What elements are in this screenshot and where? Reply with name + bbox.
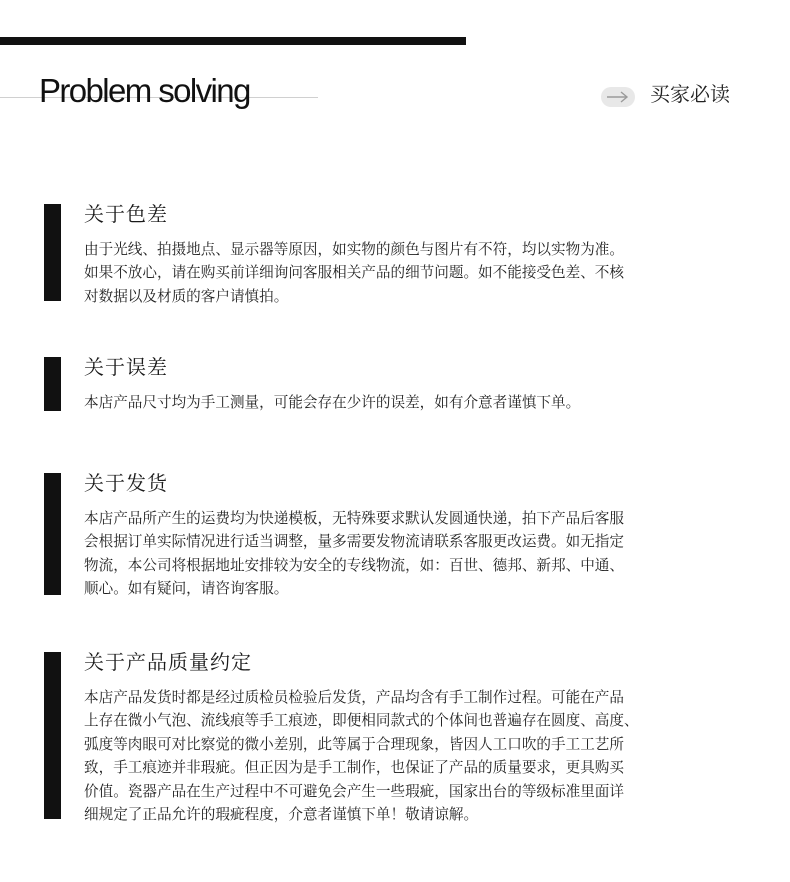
- body-line: 本店产品所产生的运费均为快递模板，无特殊要求默认发圆通快递，拍下产品后客服: [84, 510, 624, 527]
- section-title: 关于色差: [84, 202, 168, 226]
- body-line: 由于光线、拍摄地点、显示器等原因，如实物的颜色与图片有不符，均以实物为准。: [84, 241, 624, 258]
- section-bar: [44, 473, 61, 595]
- section-color-difference: [44, 204, 764, 304]
- section-title: 关于误差: [84, 355, 168, 379]
- top-decorative-bar: [0, 37, 466, 45]
- section-body: [84, 238, 754, 308]
- notice-arrow-pill: [601, 87, 635, 107]
- body-line: 顺心。如有疑问，请咨询客服。: [84, 580, 289, 598]
- body-line: 会根据订单实际情况进行适当调整，量多需要发物流请联系客服更改运费。如无指定: [84, 533, 624, 551]
- section-title: 关于发货: [84, 471, 168, 495]
- section-body: [84, 391, 754, 414]
- body-line: 致，手工痕迹并非瑕疵。但正因为是手工制作，也保证了产品的质量要求，更具购买: [84, 759, 624, 777]
- section-measurement-error: [44, 357, 764, 417]
- body-line: 如果不放心，请在购买前详细询问客服相关产品的细节问题。如不能接受色差、不核: [84, 264, 624, 282]
- section-body: [84, 507, 754, 601]
- body-line: 对数据以及材质的客户请慎拍。: [84, 287, 289, 305]
- section-bar: [44, 357, 61, 411]
- body-line: 价值。瓷器产品在生产过程中不可避免会产生一些瑕疵，国家出台的等级标准里面详: [84, 782, 624, 800]
- body-line: 细规定了正品允许的瑕疵程度，介意者谨慎下单！敬请谅解。: [84, 806, 479, 824]
- body-line: 物流，本公司将根据地址安排较为安全的专线物流，如：百世、德邦、新邦、中通、: [84, 556, 624, 574]
- arrow-right-icon: [606, 91, 630, 103]
- section-bar: [44, 652, 61, 819]
- section-shipping: [44, 473, 764, 603]
- body-line: 本店产品发货时都是经过质检员检验后发货，产品均含有手工制作过程。可能在产品: [84, 689, 624, 706]
- buyer-notice-label: 买家必读: [650, 82, 730, 106]
- section-body: [84, 686, 754, 826]
- section-quality-agreement: [44, 652, 764, 832]
- body-line: 弧度等肉眼可对比察觉的微小差别，此等属于合理现象，皆因人工口吹的手工工艺所: [84, 735, 624, 753]
- body-line: 上存在微小气泡、流线痕等手工痕迹，即便相同款式的个体间也普遍存在圆度、高度、: [84, 712, 639, 730]
- section-title: 关于产品质量约定: [84, 650, 252, 674]
- section-bar: [44, 204, 61, 301]
- page-title: Problem solving: [39, 72, 250, 109]
- body-line: 本店产品尺寸均为手工测量，可能会存在少许的误差，如有介意者谨慎下单。: [84, 394, 581, 411]
